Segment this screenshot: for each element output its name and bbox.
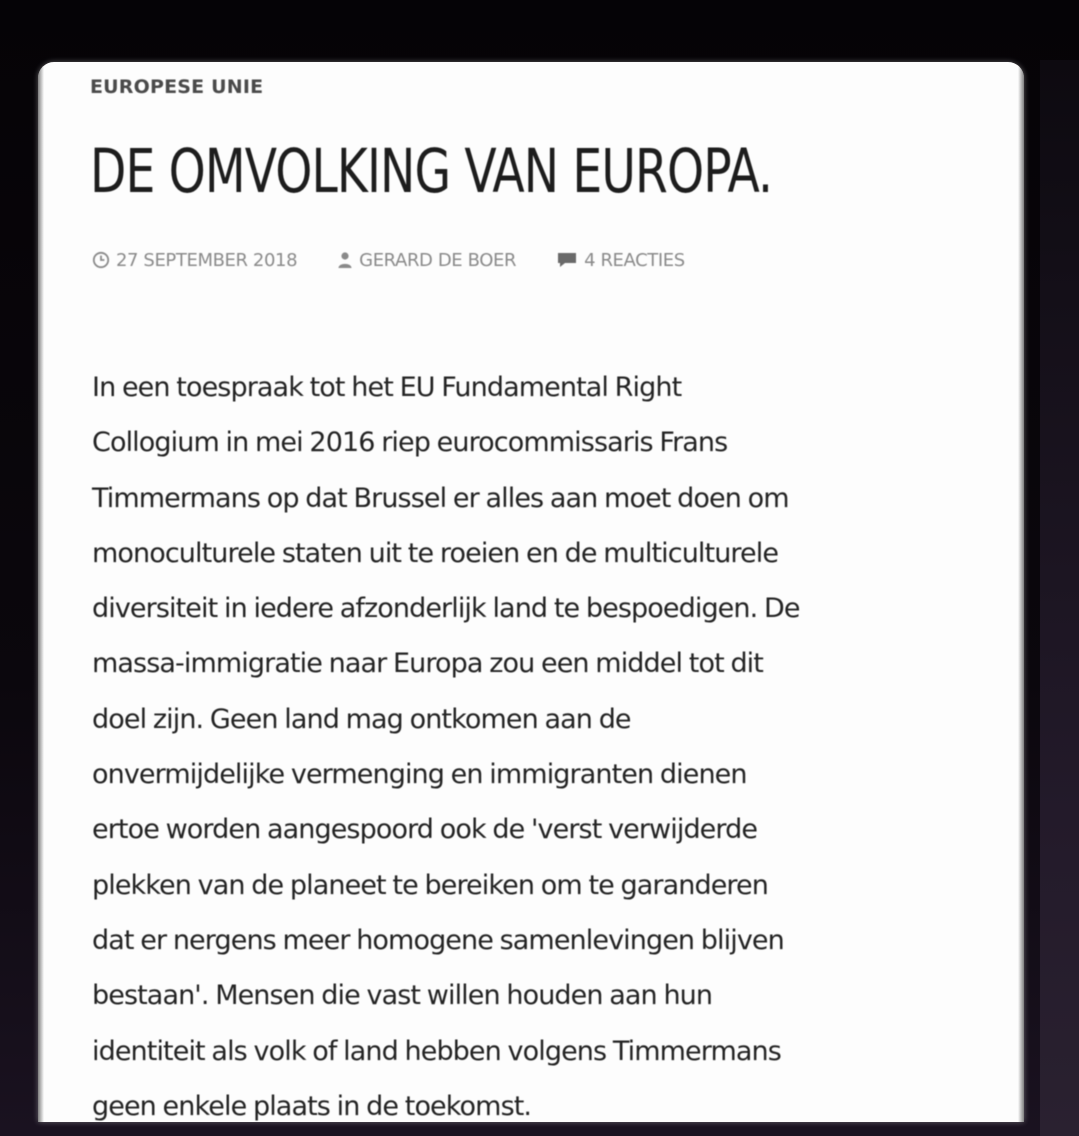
body-line: Collogium in mei 2016 riep eurocommissaris Frans [92,427,728,459]
article-body [92,360,1012,1122]
body-line: geen enkele plaats in de toekomst. [92,1090,532,1122]
meta-author[interactable] [337,250,516,271]
body-line: ertoe worden aangespoord ook de 'verst verwijderde [92,814,758,846]
background-edge [1040,60,1079,1136]
body-line: bestaan'. Mensen die vast willen houden aan hun [92,980,713,1012]
body-line: In een toespraak tot het EU Fundamental Right [92,372,682,403]
category-label[interactable]: EUROPESE UNIE [90,76,264,98]
body-line: massa-immigratie naar Europa zou een middel tot dit [92,648,763,680]
body-line: onvermijdelijke vermenging en immigranten dienen [92,759,747,791]
article-title[interactable]: DE OMVOLKING VAN EUROPA. [90,136,773,207]
body-line: diversiteit in iedere afzonderlijk land te bespoedigen. De [92,593,800,625]
meta-comments-text: 4 REACTIES [584,249,685,271]
meta-author-text: GERARD DE BOER [359,249,517,271]
meta-date-text: 27 SEPTEMBER 2018 [116,249,298,271]
comment-icon [556,251,578,269]
body-line: identiteit als volk of land hebben volgens Timmermans [92,1035,781,1067]
body-line: monoculturele staten uit te roeien en de multiculturele [92,537,779,569]
user-icon [337,251,353,269]
article-meta [92,248,725,272]
body-line: dat er nergens meer homogene samenlevingen blijven [92,924,784,956]
meta-date[interactable] [92,250,297,271]
body-line: doel zijn. Geen land mag ontkomen aan de [92,703,631,735]
body-line: Timmermans op dat Brussel er alles aan moet doen om [92,482,789,514]
meta-comments[interactable] [556,250,685,271]
article-card [38,62,1024,1122]
body-line: plekken van de planeet te bereiken om te garanderen [92,869,768,901]
clock-icon [92,251,110,269]
